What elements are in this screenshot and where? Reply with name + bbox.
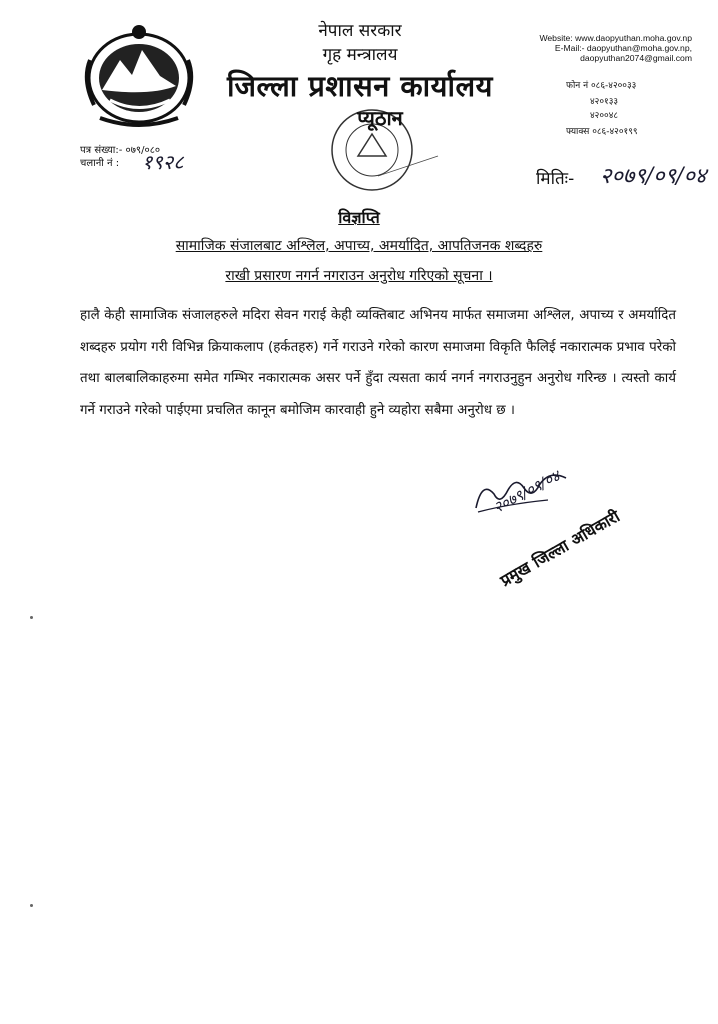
scan-speck (30, 616, 33, 619)
email-secondary: daopyuthan2074@gmail.com (580, 53, 692, 63)
signature-block (448, 460, 668, 590)
notice-subtitle-line2: राखी प्रसारण नगर्न नगराउन अनुरोध गरिएको सूचना । (225, 268, 493, 284)
website: Website: www.daopyuthan.moha.gov.np (539, 33, 692, 43)
office-city: प्यूठान (357, 106, 403, 130)
notice-subtitle-line1: सामाजिक संजालबाट अश्लिल, अपाच्य, अमर्यादित, आपतिजनक शब्दहरु (175, 238, 543, 254)
phone-number: फोन नं ०८६-४२००३३ (566, 81, 637, 91)
office-name: जिल्ला प्रशासन कार्यालय (226, 69, 493, 103)
scan-speck (30, 904, 33, 907)
letter-number: पत्र संख्या:- ०७९/०८० (80, 145, 161, 156)
signature-date: २०७९/०९/०४ (490, 466, 563, 517)
notice-body: हालै केही सामाजिक संजालहरुले मदिरा सेवन गराई केही व्यक्तिबाट अभिनय मार्फत समाजमा अश्लिल, अपाच्य र अमर्यादित शब्दहरु प्रयोग गरी विभिन्न क्रियाकलाप (हर्कतहरु) गर्ने गराउने गरेको कारण समाजमा विकृति फैलिई नकारात्मक प्रभाव परेको तथा बालबालिकाहरुमा समेत गम्भिर नकारात्मक असर पर्ने हुँदा त्यसता कार्य नगर्न नगराउनुहुन अनुरोध गरिन्छ । त्यस्तो कार्य गर्ने गराउने गरेको पाईएमा प्रचलित कानून बमोजिम कारवाही हुने व्यहोरा सबैमा अनुरोध छ । (80, 308, 676, 418)
email-primary: E-Mail:- daopyuthan@moha.gov.np, (554, 43, 692, 53)
date-value: २०७९/०९/०४ (600, 164, 707, 189)
fax-number: फ्याक्स ०८६-४२०१९९ (566, 127, 638, 137)
date-label: मितिः- (536, 169, 575, 189)
phone-number-3: ४२००४८ (590, 111, 619, 121)
dispatch-label: चलानी नं : (80, 158, 120, 169)
ministry-name: गृह मन्त्रालय (322, 45, 398, 65)
phone-number-2: ४२०१३३ (590, 97, 619, 107)
notice-title: विज्ञप्ति (338, 208, 380, 227)
dispatch-number: १९२८ (142, 150, 184, 174)
government-name: नेपाल सरकार (318, 21, 402, 41)
signatory-title: प्रमुख जिल्ला अधिकारी (497, 506, 623, 591)
